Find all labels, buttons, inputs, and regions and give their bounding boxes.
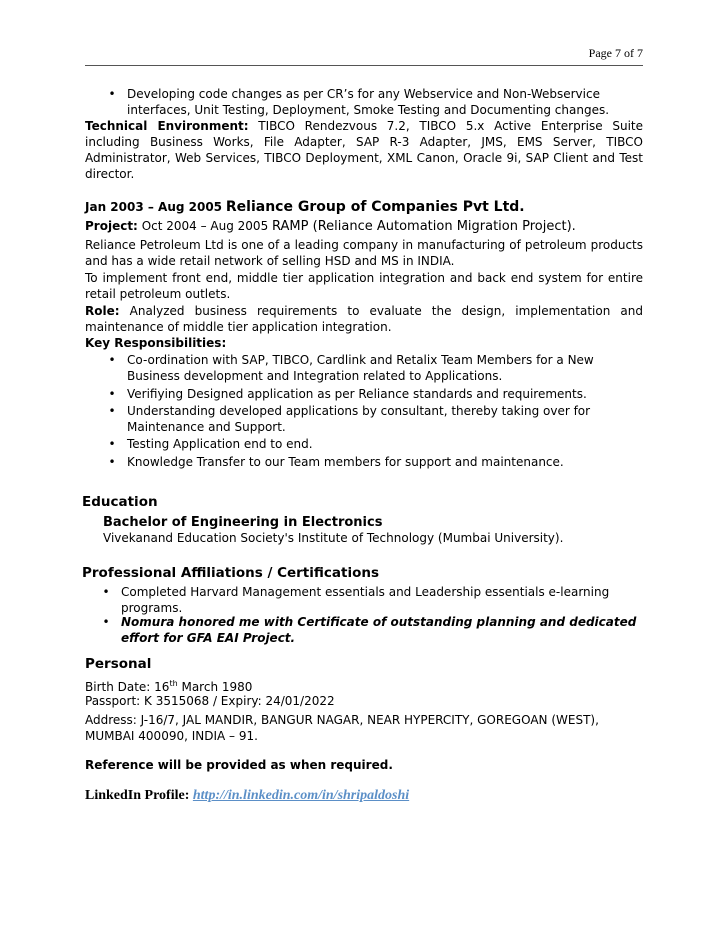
- personal-heading: Personal: [85, 656, 152, 672]
- bullet-icon: •: [108, 87, 116, 101]
- responsibilities-label: [85, 335, 643, 351]
- job-description-2: To implement front end, middle tier application integration and back end system for entire retail petroleum outlets.: [85, 271, 643, 301]
- birth-date-suffix: March 1980: [177, 680, 253, 694]
- bullet-icon: •: [108, 455, 116, 469]
- linkedin-link[interactable]: http://in.linkedin.com/in/shripaldoshi: [192, 788, 410, 803]
- project-line: [85, 218, 645, 235]
- role-text: Analyzed business requirements to evaluate the design, implementation and maintenance of middle tier application integration.: [85, 304, 643, 334]
- bullet-icon: •: [108, 404, 116, 418]
- degree: Bachelor of Engineering in Electronics: [103, 515, 383, 530]
- institute: Vivekanand Education Society's Institute of Technology (Mumbai University).: [103, 531, 564, 545]
- tech-env-text: TIBCO Rendezvous 7.2, TIBCO 5.x Active Enterprise Suite including Business Works, File Adapter, SAP R-3 Adapter, JMS, EMS Server, TIBCO Administrator, Web Services, TIBCO Deployment, XML Canon, Oracle 9i, SAP Client and Test director.: [85, 119, 643, 181]
- project-dates: Oct 2004 – Aug 2005: [141, 219, 269, 233]
- job-description-1: Reliance Petroleum Ltd is one of a leading company in manufacturing of petroleum products and has a wide retail network of selling HSD and MS in INDIA.: [85, 238, 643, 268]
- passport: Passport: K 3515068 / Expiry: 24/01/2022: [85, 694, 335, 708]
- linkedin-line: [85, 786, 645, 805]
- birth-date-prefix: Birth Date: 16: [85, 680, 170, 694]
- responsibility-text: Understanding developed applications by consultant, thereby taking over for Maintenance and Support.: [127, 404, 591, 434]
- job-heading: [85, 197, 645, 217]
- project-label: Project:: [85, 219, 138, 233]
- bullet-text: Developing code changes as per CR’s for any Webservice and Non-Webservice interfaces, Unit Testing, Deployment, Smoke Testing and Documenting changes.: [127, 87, 610, 117]
- header-divider: [85, 65, 643, 66]
- bullet-icon: •: [108, 353, 116, 367]
- affiliation-text: Completed Harvard Management essentials and Leadership essentials e-learning programs.: [121, 585, 610, 615]
- responsibility-text: Verifiying Designed application as per Reliance standards and requirements.: [127, 387, 587, 401]
- responsibility-text: Knowledge Transfer to our Team members for support and maintenance.: [127, 455, 564, 469]
- bullet-icon: •: [102, 615, 110, 629]
- responsibilities-heading: Key Responsibilities:: [85, 336, 227, 350]
- tech-env-label: Technical Environment:: [85, 119, 249, 133]
- role-label: Role:: [85, 304, 120, 318]
- linkedin-label: LinkedIn Profile:: [85, 788, 193, 803]
- project-name: RAMP (Reliance Automation Migration Project).: [272, 219, 576, 234]
- page-number: Page 7 of 7: [588, 46, 643, 60]
- affiliations-heading: Professional Affiliations / Certifications: [82, 565, 379, 581]
- job-dates: Jan 2003 – Aug 2005: [85, 200, 223, 214]
- responsibility-text: Co-ordination with SAP, TIBCO, Cardlink and Retalix Team Members for a New Business development and Integration related to Applications.: [127, 353, 594, 383]
- bullet-icon: •: [108, 437, 116, 451]
- affiliation-text: Nomura honored me with Certificate of outstanding planning and dedicated effort for GFA EAI Project.: [121, 615, 637, 645]
- bullet-icon: •: [108, 387, 116, 401]
- reference-note: Reference will be provided as when required.: [85, 758, 393, 772]
- birth-date-sup: th: [169, 679, 178, 688]
- role-paragraph: [85, 303, 643, 335]
- bullet-icon: •: [102, 585, 110, 599]
- technical-environment: [85, 118, 643, 182]
- responsibility-text: Testing Application end to end.: [127, 437, 313, 451]
- education-heading: Education: [82, 494, 158, 510]
- address: Address: J-16/7, JAL MANDIR, BANGUR NAGAR, NEAR HYPERCITY, GOREGOAN (WEST), MUMBAI 400090, INDIA – 91.: [85, 713, 599, 743]
- company-name: Reliance Group of Companies Pvt Ltd.: [225, 199, 525, 215]
